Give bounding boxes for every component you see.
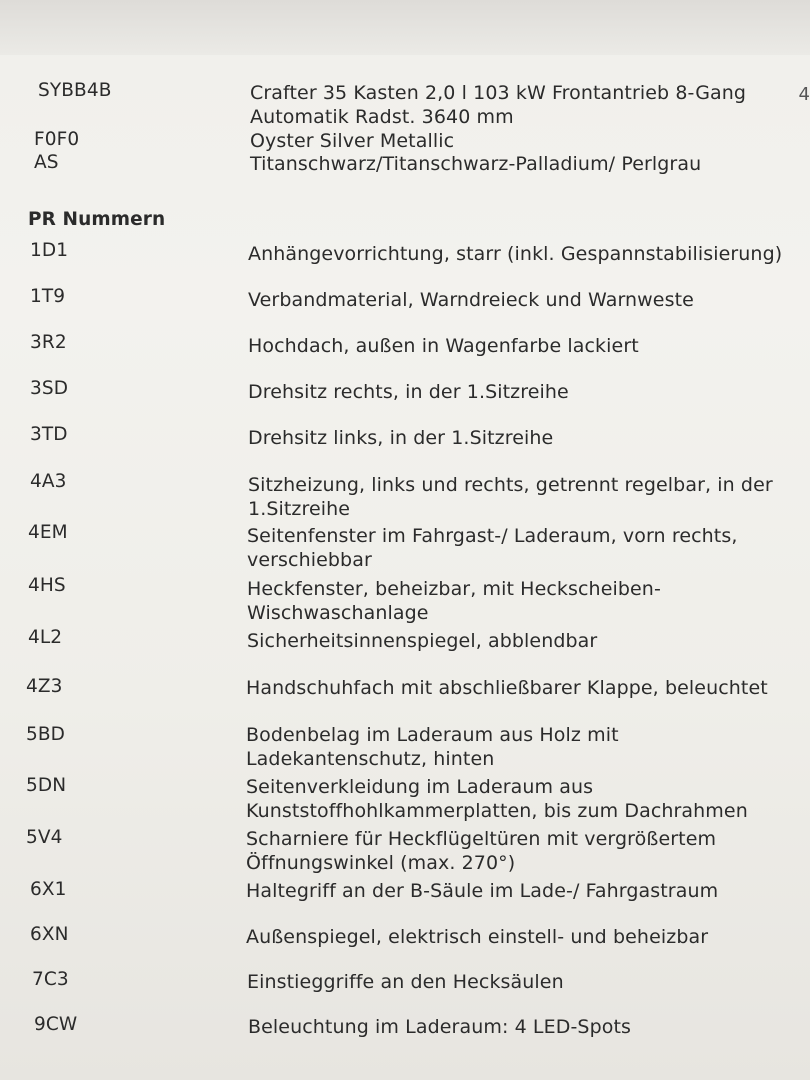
pr-code: 6XN bbox=[30, 924, 69, 945]
pr-code: 4HS bbox=[28, 575, 66, 596]
color-code: F0F0 bbox=[34, 129, 80, 150]
vehicle-description-line2: Automatik Radst. 3640 mm bbox=[250, 106, 514, 128]
pr-code: 4EM bbox=[28, 522, 68, 543]
pr-description-continued: Wischwaschanlage bbox=[247, 602, 429, 624]
edge-character: 4 bbox=[798, 84, 810, 105]
pr-description: Seitenverkleidung im Laderaum aus bbox=[246, 776, 594, 798]
pr-description-continued: Kunststoffhohlkammerplatten, bis zum Dachrahmen bbox=[246, 800, 748, 822]
pr-description: Haltegriff an der B-Säule im Lade-/ Fahrgastraum bbox=[246, 880, 719, 902]
pr-code: 5V4 bbox=[26, 827, 63, 848]
color-name: Oyster Silver Metallic bbox=[250, 130, 455, 152]
pr-code: 9CW bbox=[34, 1014, 78, 1035]
pr-heading: PR Nummern bbox=[28, 209, 166, 230]
pr-code: 5DN bbox=[26, 775, 67, 796]
pr-description: Einstieggriffe an den Hecksäulen bbox=[247, 971, 564, 993]
pr-code: 4L2 bbox=[28, 627, 63, 648]
pr-description-continued: Ladekantenschutz, hinten bbox=[246, 748, 495, 770]
pr-description: Drehsitz rechts, in der 1.Sitzreihe bbox=[248, 381, 569, 403]
pr-code: 3R2 bbox=[30, 332, 67, 353]
interior-code: AS bbox=[34, 152, 59, 173]
interior-name: Titanschwarz/Titanschwarz-Palladium/ Perlgrau bbox=[250, 153, 702, 175]
pr-description: Sicherheitsinnenspiegel, abblendbar bbox=[247, 630, 598, 652]
pr-code: 4A3 bbox=[30, 471, 67, 492]
pr-description: Außenspiegel, elektrisch einstell- und beheizbar bbox=[246, 926, 709, 948]
pr-description: Sitzheizung, links und rechts, getrennt regelbar, in der bbox=[248, 474, 773, 496]
pr-description: Handschuhfach mit abschließbarer Klappe, beleuchtet bbox=[246, 677, 768, 699]
pr-description: Anhängevorrichtung, starr (inkl. Gespannstabilisierung) bbox=[248, 243, 783, 265]
pr-description: Drehsitz links, in der 1.Sitzreihe bbox=[248, 427, 554, 449]
pr-description-continued: Öffnungswinkel (max. 270°) bbox=[246, 852, 516, 874]
pr-description: Beleuchtung im Laderaum: 4 LED-Spots bbox=[248, 1016, 632, 1038]
pr-code: 3TD bbox=[30, 424, 68, 445]
pr-description: Verbandmaterial, Warndreieck und Warnweste bbox=[248, 289, 694, 311]
pr-code: 1T9 bbox=[30, 286, 66, 307]
pr-description: Hochdach, außen in Wagenfarbe lackiert bbox=[248, 335, 639, 357]
pr-code: 1D1 bbox=[30, 240, 69, 261]
pr-code: 4Z3 bbox=[26, 676, 63, 697]
pr-code: 6X1 bbox=[30, 879, 67, 900]
pr-code: 7C3 bbox=[32, 969, 69, 990]
pr-description: Seitenfenster im Fahrgast-/ Laderaum, vorn rechts, bbox=[247, 525, 738, 547]
pr-description: Heckfenster, beheizbar, mit Heckscheiben- bbox=[247, 578, 661, 600]
vehicle-description-line1: Crafter 35 Kasten 2,0 l 103 kW Frontantrieb 8-Gang bbox=[250, 82, 747, 104]
vehicle-code: SYBB4B bbox=[38, 80, 112, 101]
pr-description-continued: 1.Sitzreihe bbox=[248, 498, 351, 520]
pr-code: 3SD bbox=[30, 378, 69, 399]
pr-description-continued: verschiebbar bbox=[247, 549, 372, 571]
pr-description: Bodenbelag im Laderaum aus Holz mit bbox=[246, 724, 619, 746]
pr-code: 5BD bbox=[26, 724, 66, 745]
pr-description: Scharniere für Heckflügeltüren mit vergrößertem bbox=[246, 828, 717, 850]
